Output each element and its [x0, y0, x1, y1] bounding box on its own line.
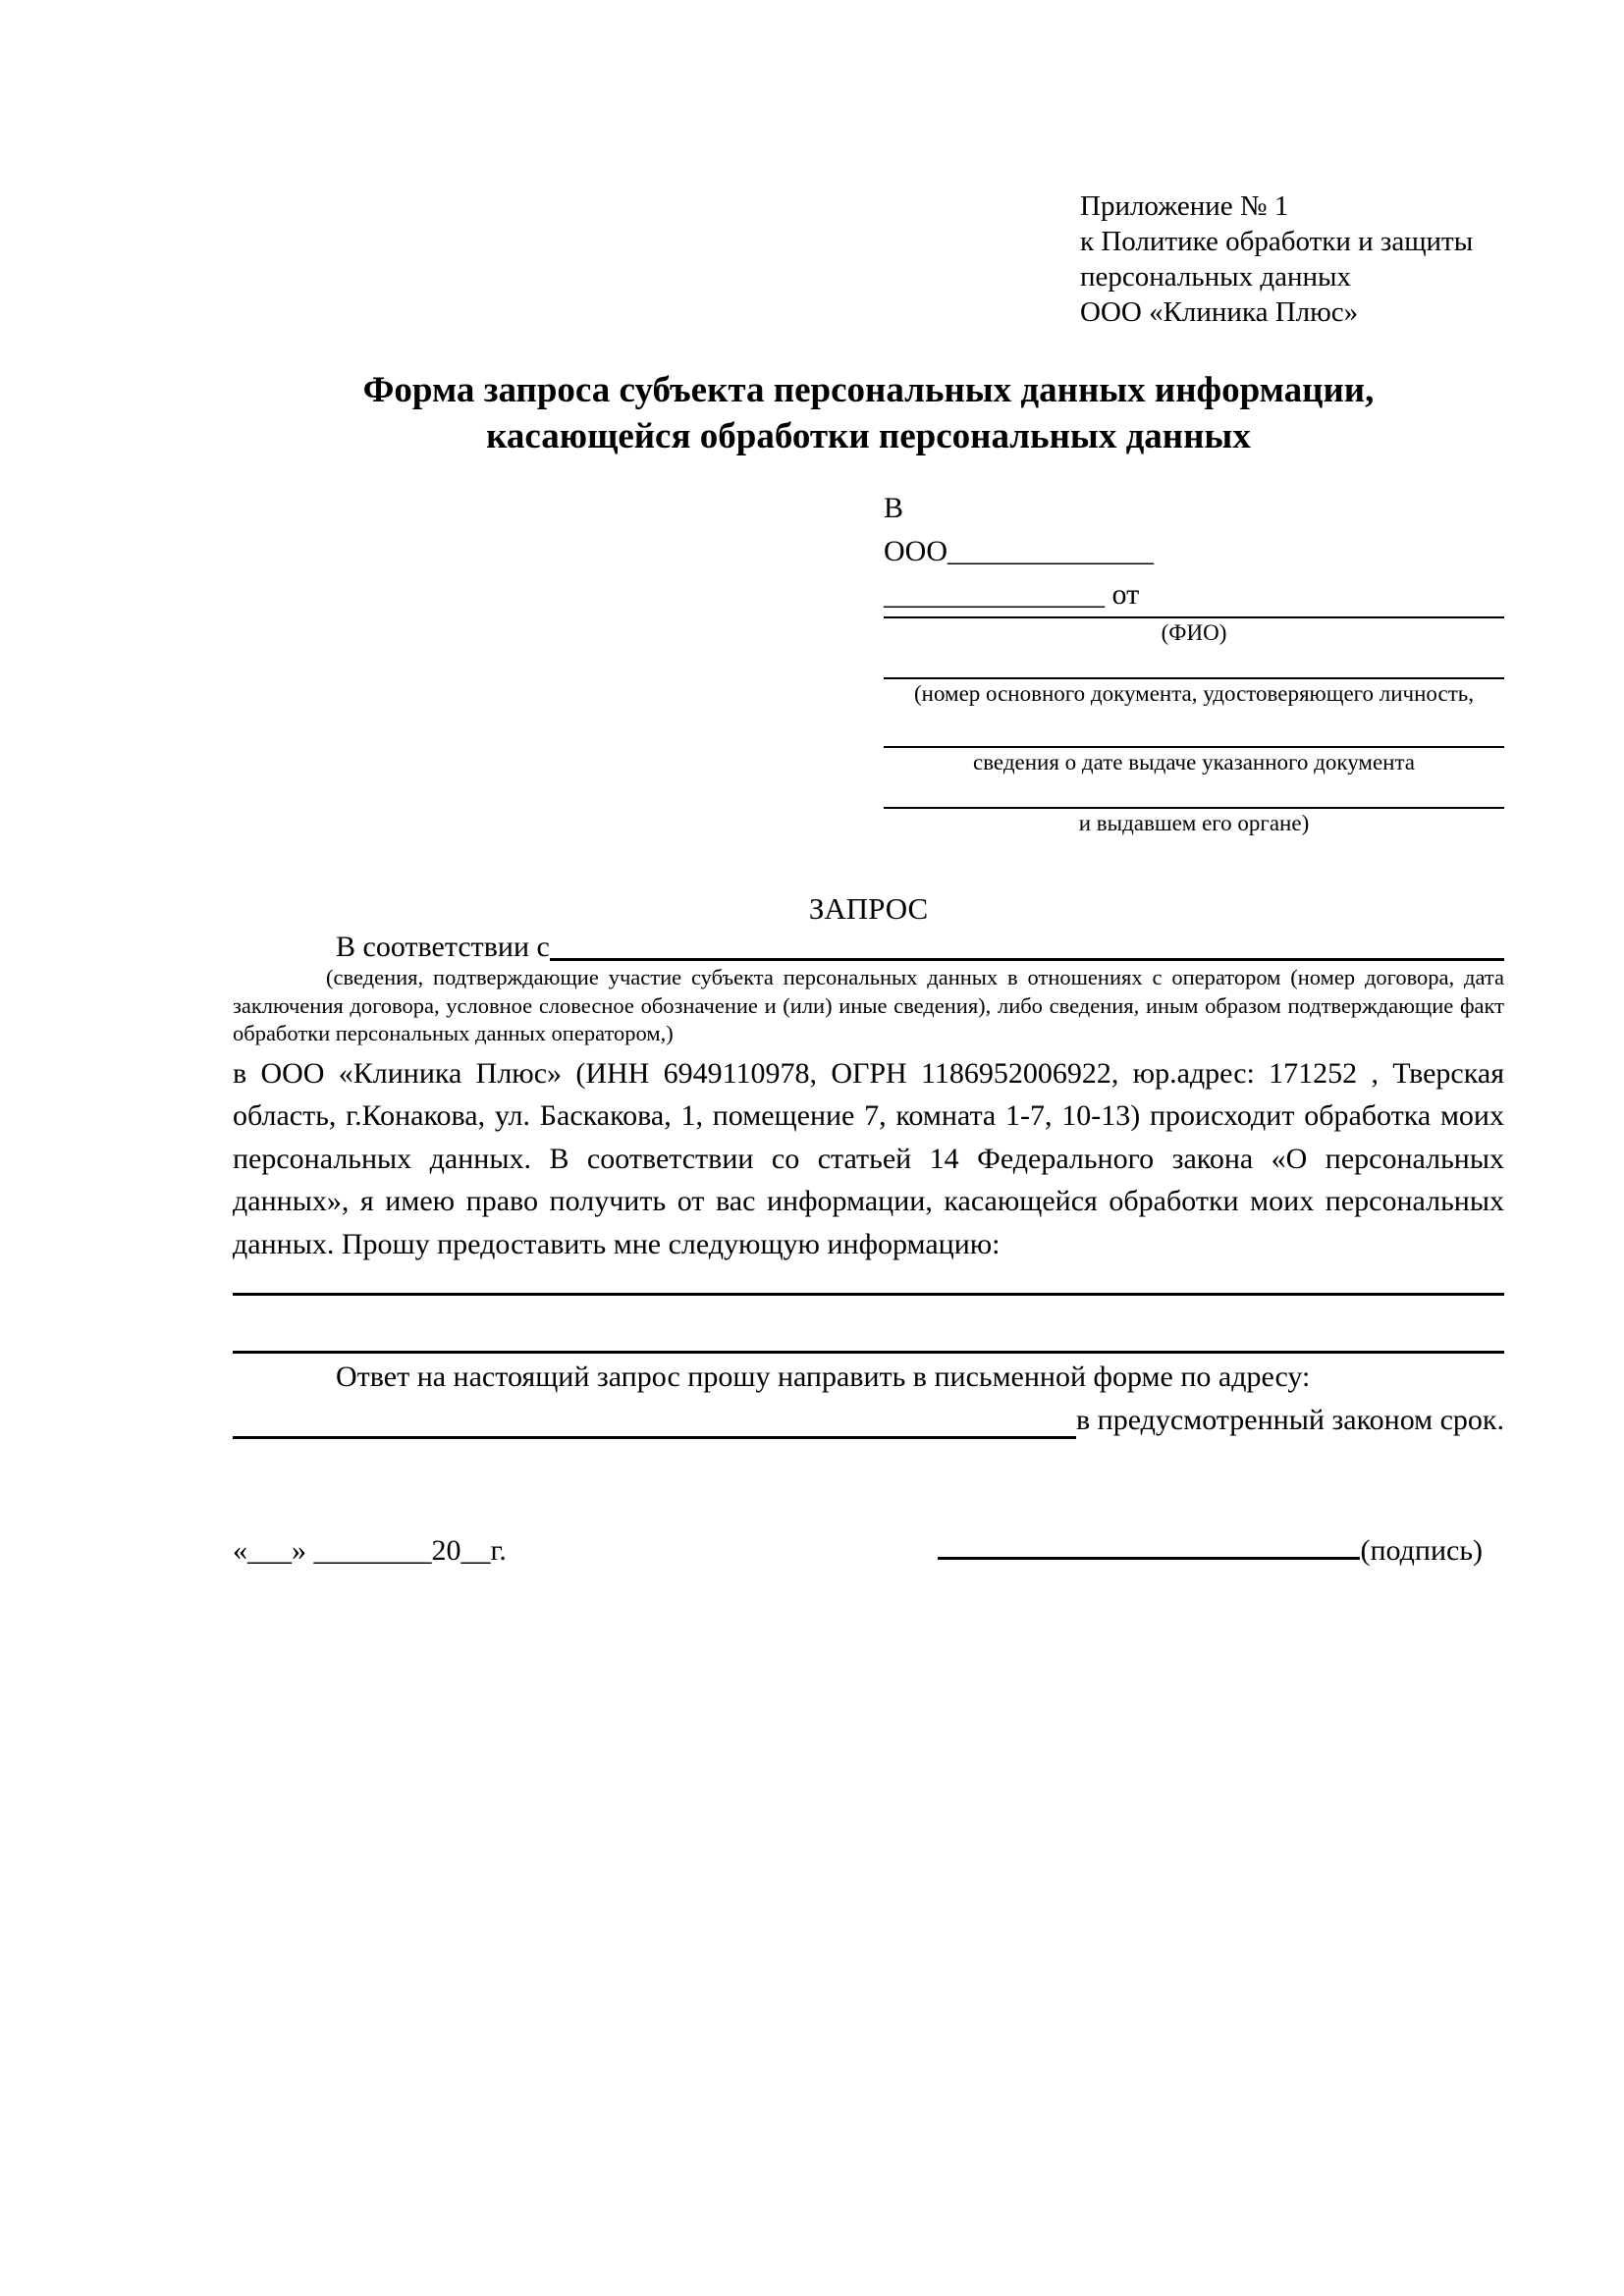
reply-suffix: в предусмотренный законом срок.: [1076, 1404, 1504, 1436]
reply-address-blank: [233, 1399, 1076, 1439]
info-blank-line-1: [233, 1293, 1504, 1296]
doc-number-caption: (номер основного документа, удостоверяющего личность,: [913, 681, 1474, 706]
appendix-line-4: ООО «Клиника Плюс»: [1080, 296, 1359, 328]
explanatory-note: (сведения, подтверждающие участие субъекта персональных данных в отношениях с оператором (номер договора, дата заключения договора, условное словесное обозначение и (или) иные сведения), либо сведения, иным образом подтверждающие факт обработки персональных данных оператором,): [233, 965, 1504, 1045]
basis-blank-line: [550, 931, 1504, 961]
reply-address-row: [233, 1399, 1504, 1442]
appendix-line-2: к Политике обработки и защиты: [1080, 226, 1474, 257]
request-intro-row: [233, 931, 1504, 964]
recipient-block: [884, 487, 1504, 838]
reply-paragraph: Ответ на настоящий запрос прошу направить в письменной форме по адресу:: [336, 1361, 1311, 1393]
doc-number-blank-line: [884, 648, 1504, 679]
signature-blank-line: [938, 1526, 1360, 1560]
footer-row: [233, 1526, 1504, 1573]
appendix-line-1: Приложение № 1: [1080, 190, 1289, 222]
appendix-header: [1080, 188, 1504, 330]
doc-issuer-blank-line: [884, 777, 1504, 809]
doc-issuer-caption: и выдавшем его органе): [1078, 811, 1310, 835]
request-heading: ЗАПРОС: [808, 891, 929, 926]
doc-date-caption: сведения о дате выдаче указанного документа: [972, 750, 1416, 774]
date-blank: «___» ________20__г.: [233, 1534, 507, 1567]
info-blank-line-2: [233, 1351, 1504, 1354]
form-title-line-1: Форма запроса субъекта персональных данных информации,: [362, 370, 1375, 410]
form-title: [233, 367, 1504, 459]
recipient-company-blank: ООО______________: [884, 535, 1154, 567]
recipient-from-blank: _______________ от: [884, 578, 1140, 611]
appendix-line-3: персональных данных: [1080, 261, 1352, 293]
request-body: в ООО «Клиника Плюс» (ИНН 6949110978, ОГРН 1186952006922, юр.адрес: 171252 , Тверская область, г.Конакова, ул. Баскакова, 1, помещение 7, комната 1-7, 10-13) происходит обработка моих персональных данных. В соответствии со статьей 14 Федерального закона «О персональных данных», я имею право получить от вас информации, касающейся обработки моих персональных данных. Прошу предоставить мне следующую информацию:: [233, 1056, 1504, 1260]
request-intro-label: В соответствии с: [336, 931, 550, 963]
signature-group: [938, 1526, 1483, 1573]
fio-caption: (ФИО): [1161, 620, 1227, 645]
recipient-to-label: В: [884, 492, 904, 524]
doc-date-blank-line: [884, 709, 1504, 748]
signature-caption: (подпись): [1360, 1534, 1483, 1567]
form-title-line-2: касающейся обработки персональных данных: [486, 416, 1251, 456]
